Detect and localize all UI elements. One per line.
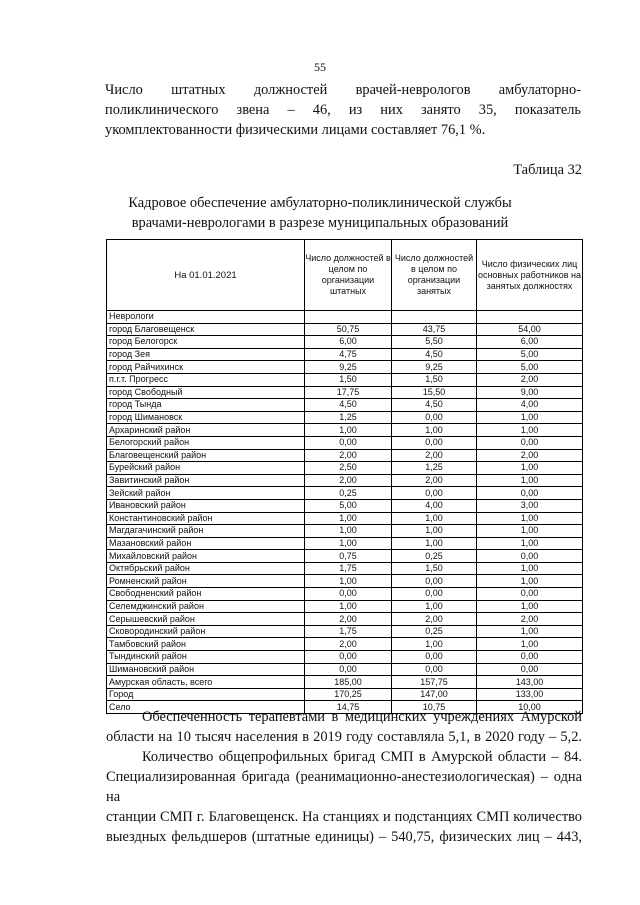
value-cell: 4,50: [305, 399, 392, 412]
table-row: [107, 411, 583, 424]
intro-line: Число штатных должностей врачей-неврологов амбулаторно-: [105, 82, 581, 98]
value-cell: 9,25: [392, 361, 477, 374]
value-cell: 133,00: [477, 688, 583, 701]
value-cell: 1,50: [392, 562, 477, 575]
table-row: [107, 613, 583, 626]
table-row: [107, 311, 583, 324]
value-cell: 1,75: [305, 562, 392, 575]
value-cell: 0,00: [477, 588, 583, 601]
table-title-line: врачами-неврологами в разрезе муниципальных образований: [131, 215, 509, 231]
table-row: [107, 499, 583, 512]
column-header-staff-positions: Число должностей в целом по организации штатных: [305, 240, 392, 311]
value-cell: 0,00: [305, 651, 392, 664]
row-label-cell: Свободненский район: [107, 588, 305, 601]
table-row: [107, 323, 583, 336]
value-cell: 0,00: [392, 487, 477, 500]
value-cell: 0,00: [477, 487, 583, 500]
value-cell: 9,25: [305, 361, 392, 374]
value-cell: 50,75: [305, 323, 392, 336]
value-cell: 1,00: [477, 638, 583, 651]
row-label-cell: Шимановский район: [107, 663, 305, 676]
table-row: [107, 386, 583, 399]
paragraph-line: Количество общепрофильных бригад СМП в Амурской области – 84.: [142, 749, 582, 765]
value-cell: 2,00: [477, 373, 583, 386]
row-label-cell: Серышевский район: [107, 613, 305, 626]
intro-paragraph: [105, 80, 581, 140]
value-cell: 147,00: [392, 688, 477, 701]
value-cell: 2,00: [392, 449, 477, 462]
value-cell: 1,75: [305, 625, 392, 638]
value-cell: 1,25: [305, 411, 392, 424]
row-label-cell: Мазановский район: [107, 537, 305, 550]
value-cell: 15,50: [392, 386, 477, 399]
value-cell: 0,00: [477, 651, 583, 664]
row-label-cell: Завитинский район: [107, 474, 305, 487]
value-cell: 10,75: [392, 701, 477, 714]
value-cell: 4,00: [392, 499, 477, 512]
table-header-row: [107, 240, 583, 311]
table-row: [107, 424, 583, 437]
value-cell: 0,25: [392, 625, 477, 638]
value-cell: 5,00: [305, 499, 392, 512]
table-row: [107, 688, 583, 701]
value-cell: 1,00: [477, 600, 583, 613]
value-cell: 185,00: [305, 676, 392, 689]
value-cell: 1,00: [305, 575, 392, 588]
value-cell: 0,00: [477, 436, 583, 449]
value-cell: 1,25: [392, 462, 477, 475]
intro-line: укомплектованности физическими лицами составляет 76,1 %.: [105, 122, 486, 138]
value-cell: 0,00: [477, 663, 583, 676]
value-cell: 157,75: [392, 676, 477, 689]
table-title: [0, 193, 640, 233]
table-row: [107, 575, 583, 588]
table-row: [107, 663, 583, 676]
table-row: [107, 373, 583, 386]
value-cell: 6,00: [305, 336, 392, 349]
value-cell: 1,00: [477, 512, 583, 525]
table-body: [107, 311, 583, 714]
table-row: [107, 638, 583, 651]
value-cell: 143,00: [477, 676, 583, 689]
value-cell: 43,75: [392, 323, 477, 336]
table-row: [107, 537, 583, 550]
value-cell: 1,50: [305, 373, 392, 386]
row-label-cell: город Свободный: [107, 386, 305, 399]
value-cell: [477, 311, 583, 324]
value-cell: 54,00: [477, 323, 583, 336]
value-cell: 0,00: [305, 663, 392, 676]
table-row: [107, 474, 583, 487]
page-number: 55: [314, 60, 326, 74]
value-cell: 1,00: [477, 625, 583, 638]
row-label-cell: Магдагачинский район: [107, 525, 305, 538]
table-row: [107, 436, 583, 449]
value-cell: 2,00: [477, 449, 583, 462]
value-cell: 4,50: [392, 399, 477, 412]
table-row: [107, 462, 583, 475]
paragraph-line: Обеспеченность терапевтами в медицинских учреждениях Амурской: [142, 709, 582, 725]
value-cell: 5,00: [477, 361, 583, 374]
value-cell: 17,75: [305, 386, 392, 399]
row-label-cell: Ромненский район: [107, 575, 305, 588]
row-label-cell: Благовещенский район: [107, 449, 305, 462]
table-title-line: Кадровое обеспечение амбулаторно-поликлинической службы: [128, 195, 512, 211]
paragraph-line: выездных фельдшеров (штатные единицы) – 540,75, физических лиц – 443,: [106, 829, 582, 845]
value-cell: 2,00: [305, 638, 392, 651]
value-cell: 1,00: [477, 537, 583, 550]
value-cell: 1,00: [305, 537, 392, 550]
table-row: [107, 562, 583, 575]
value-cell: 0,00: [477, 550, 583, 563]
column-header-occupied-positions: Число должностей в целом по организации занятых: [392, 240, 477, 311]
row-label-cell: Бурейский район: [107, 462, 305, 475]
row-label-cell: Тамбовский район: [107, 638, 305, 651]
value-cell: 2,50: [305, 462, 392, 475]
value-cell: 1,00: [392, 424, 477, 437]
value-cell: 1,00: [392, 537, 477, 550]
paragraph-line: области на 10 тысяч населения в 2019 году составляла 5,1, в 2020 году – 5,2.: [106, 729, 582, 745]
row-label-cell: Зейский район: [107, 487, 305, 500]
value-cell: 0,75: [305, 550, 392, 563]
table-row: [107, 348, 583, 361]
value-cell: 4,00: [477, 399, 583, 412]
value-cell: 2,00: [477, 613, 583, 626]
row-label-cell: Сковородинский район: [107, 625, 305, 638]
row-label-cell: город Благовещенск: [107, 323, 305, 336]
value-cell: 1,00: [477, 562, 583, 575]
value-cell: 4,75: [305, 348, 392, 361]
row-label-cell: Тындинский район: [107, 651, 305, 664]
paragraph-ambulance: [106, 747, 582, 847]
row-label-cell: Белогорский район: [107, 436, 305, 449]
table-label: Таблица 32: [513, 162, 582, 178]
row-label-cell: Амурская область, всего: [107, 676, 305, 689]
table-row: [107, 651, 583, 664]
value-cell: 3,00: [477, 499, 583, 512]
paragraph-line: станции СМП г. Благовещенск. На станциях и подстанциях СМП количество: [106, 809, 582, 825]
table-row: [107, 512, 583, 525]
value-cell: 1,00: [305, 525, 392, 538]
value-cell: 5,00: [477, 348, 583, 361]
value-cell: 0,00: [392, 588, 477, 601]
value-cell: 2,00: [305, 474, 392, 487]
table-row: [107, 588, 583, 601]
value-cell: 1,50: [392, 373, 477, 386]
row-label-cell: город Тында: [107, 399, 305, 412]
value-cell: 9,00: [477, 386, 583, 399]
value-cell: 0,00: [392, 436, 477, 449]
value-cell: 4,50: [392, 348, 477, 361]
value-cell: 1,00: [305, 512, 392, 525]
value-cell: 1,00: [477, 575, 583, 588]
value-cell: 1,00: [477, 462, 583, 475]
value-cell: 0,00: [305, 436, 392, 449]
table-row: [107, 600, 583, 613]
table-row: [107, 361, 583, 374]
paragraph-line: Специализированная бригада (реанимационно-анестезиологическая) – одна на: [106, 769, 582, 805]
value-cell: 10,00: [477, 701, 583, 714]
value-cell: 1,00: [477, 424, 583, 437]
value-cell: 2,00: [392, 613, 477, 626]
value-cell: 0,00: [392, 651, 477, 664]
value-cell: 1,00: [392, 600, 477, 613]
column-header-physical-persons: Число физических лиц основных работников на занятых должностях: [477, 240, 583, 311]
value-cell: 0,00: [392, 575, 477, 588]
value-cell: 0,00: [305, 588, 392, 601]
value-cell: 6,00: [477, 336, 583, 349]
row-label-cell: город Зея: [107, 348, 305, 361]
value-cell: 1,00: [392, 638, 477, 651]
value-cell: 1,00: [305, 424, 392, 437]
value-cell: [392, 311, 477, 324]
value-cell: 1,00: [392, 525, 477, 538]
value-cell: 0,25: [305, 487, 392, 500]
row-label-cell: Неврологи: [107, 311, 305, 324]
value-cell: 1,00: [392, 512, 477, 525]
row-label-cell: Константиновский район: [107, 512, 305, 525]
table-row: [107, 625, 583, 638]
row-label-cell: Михайловский район: [107, 550, 305, 563]
row-label-cell: город Шимановск: [107, 411, 305, 424]
value-cell: 2,00: [305, 613, 392, 626]
row-label-cell: Ивановский район: [107, 499, 305, 512]
value-cell: 0,25: [392, 550, 477, 563]
value-cell: [305, 311, 392, 324]
table-row: [107, 487, 583, 500]
row-label-cell: Архаринский район: [107, 424, 305, 437]
table-row: [107, 449, 583, 462]
column-header-date: На 01.01.2021: [107, 240, 305, 311]
value-cell: 5,50: [392, 336, 477, 349]
value-cell: 2,00: [305, 449, 392, 462]
intro-line: поликлинического звена – 46, из них занято 35, показатель: [105, 102, 581, 118]
row-label-cell: город Райчихинск: [107, 361, 305, 374]
staffing-table: [106, 239, 583, 714]
value-cell: 1,00: [477, 474, 583, 487]
table-row: [107, 525, 583, 538]
value-cell: 2,00: [392, 474, 477, 487]
row-label-cell: Селемджинский район: [107, 600, 305, 613]
table-row: [107, 336, 583, 349]
value-cell: 1,00: [477, 525, 583, 538]
row-label-cell: город Белогорск: [107, 336, 305, 349]
value-cell: 170,25: [305, 688, 392, 701]
table-row: [107, 676, 583, 689]
value-cell: 0,00: [392, 411, 477, 424]
paragraph-therapists: [106, 707, 582, 747]
value-cell: 1,00: [305, 600, 392, 613]
row-label-cell: Город: [107, 688, 305, 701]
table-row: [107, 550, 583, 563]
value-cell: 1,00: [477, 411, 583, 424]
row-label-cell: Село: [107, 701, 305, 714]
row-label-cell: Октябрьский район: [107, 562, 305, 575]
table-row: [107, 399, 583, 412]
value-cell: 14,75: [305, 701, 392, 714]
row-label-cell: п.г.т. Прогресс: [107, 373, 305, 386]
value-cell: 0,00: [392, 663, 477, 676]
